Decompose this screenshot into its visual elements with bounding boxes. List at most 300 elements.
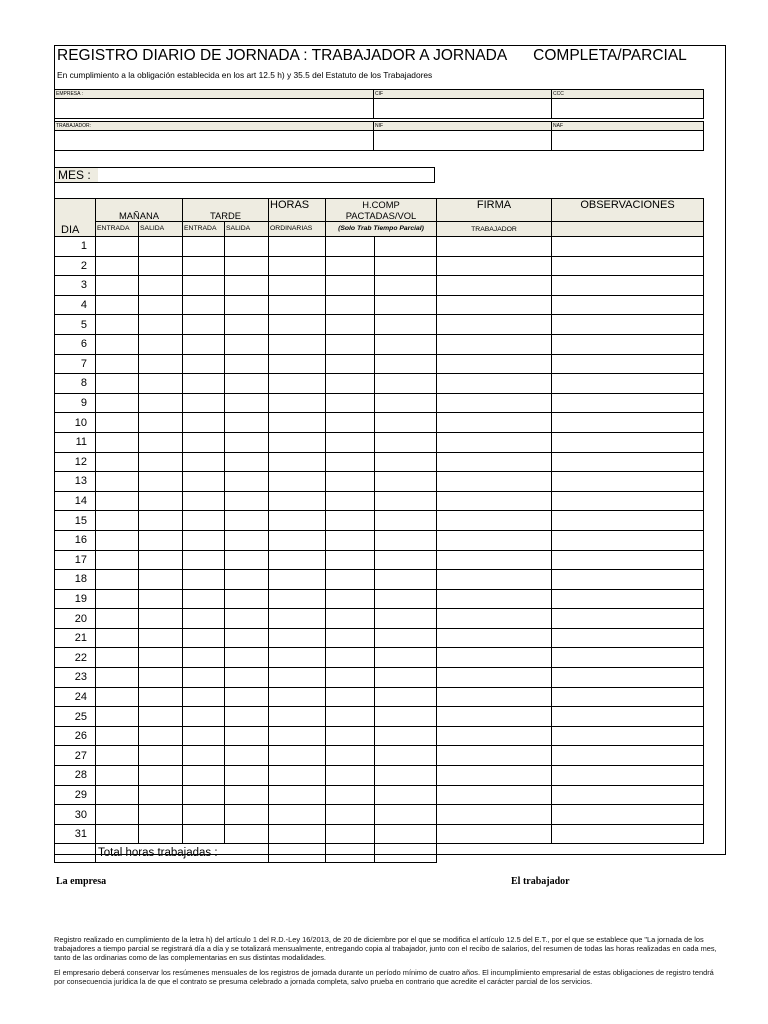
observaciones-cell[interactable] — [552, 648, 704, 668]
observaciones-cell[interactable] — [552, 256, 704, 276]
naf-field[interactable] — [552, 131, 704, 151]
hcomp-cell-2[interactable] — [375, 276, 437, 296]
hcomp-cell-2[interactable] — [375, 472, 437, 492]
manana-salida-cell[interactable] — [139, 374, 183, 394]
hcomp-cell-1[interactable] — [326, 256, 375, 276]
firma-cell[interactable] — [437, 315, 552, 335]
tarde-entrada-cell[interactable] — [183, 824, 225, 844]
tarde-entrada-cell[interactable] — [183, 354, 225, 374]
tarde-salida-cell[interactable] — [225, 805, 269, 825]
observaciones-cell[interactable] — [552, 393, 704, 413]
tarde-salida-cell[interactable] — [225, 334, 269, 354]
firma-cell[interactable] — [437, 570, 552, 590]
manana-entrada-cell[interactable] — [96, 530, 139, 550]
firma-cell[interactable] — [437, 237, 552, 257]
hcomp-cell-2[interactable] — [375, 609, 437, 629]
tarde-entrada-cell[interactable] — [183, 589, 225, 609]
firma-cell[interactable] — [437, 609, 552, 629]
horas-cell[interactable] — [269, 589, 326, 609]
horas-cell[interactable] — [269, 472, 326, 492]
tarde-salida-cell[interactable] — [225, 256, 269, 276]
horas-cell[interactable] — [269, 491, 326, 511]
firma-cell[interactable] — [437, 432, 552, 452]
hcomp-cell-2[interactable] — [375, 628, 437, 648]
horas-cell[interactable] — [269, 726, 326, 746]
tarde-entrada-cell[interactable] — [183, 726, 225, 746]
firma-cell[interactable] — [437, 472, 552, 492]
manana-entrada-cell[interactable] — [96, 550, 139, 570]
horas-cell[interactable] — [269, 628, 326, 648]
hcomp-cell-1[interactable] — [326, 609, 375, 629]
hcomp-cell-1[interactable] — [326, 374, 375, 394]
manana-entrada-cell[interactable] — [96, 785, 139, 805]
hcomp-cell-2[interactable] — [375, 785, 437, 805]
hcomp-cell-2[interactable] — [375, 570, 437, 590]
tarde-salida-cell[interactable] — [225, 687, 269, 707]
hcomp-cell-1[interactable] — [326, 707, 375, 727]
manana-entrada-cell[interactable] — [96, 726, 139, 746]
tarde-entrada-cell[interactable] — [183, 668, 225, 688]
hcomp-cell-2[interactable] — [375, 374, 437, 394]
hcomp-cell-2[interactable] — [375, 452, 437, 472]
manana-salida-cell[interactable] — [139, 354, 183, 374]
tarde-salida-cell[interactable] — [225, 668, 269, 688]
hcomp-cell-2[interactable] — [375, 315, 437, 335]
tarde-entrada-cell[interactable] — [183, 746, 225, 766]
manana-salida-cell[interactable] — [139, 491, 183, 511]
tarde-salida-cell[interactable] — [225, 237, 269, 257]
manana-entrada-cell[interactable] — [96, 648, 139, 668]
manana-salida-cell[interactable] — [139, 609, 183, 629]
observaciones-cell[interactable] — [552, 726, 704, 746]
hcomp-cell-2[interactable] — [375, 805, 437, 825]
hcomp-cell-2[interactable] — [375, 432, 437, 452]
tarde-salida-cell[interactable] — [225, 315, 269, 335]
firma-cell[interactable] — [437, 452, 552, 472]
observaciones-cell[interactable] — [552, 628, 704, 648]
manana-salida-cell[interactable] — [139, 570, 183, 590]
observaciones-cell[interactable] — [552, 295, 704, 315]
hcomp-cell-2[interactable] — [375, 707, 437, 727]
manana-entrada-cell[interactable] — [96, 374, 139, 394]
manana-salida-cell[interactable] — [139, 432, 183, 452]
firma-cell[interactable] — [437, 530, 552, 550]
hcomp-cell-1[interactable] — [326, 785, 375, 805]
observaciones-cell[interactable] — [552, 570, 704, 590]
hcomp-cell-2[interactable] — [375, 511, 437, 531]
manana-entrada-cell[interactable] — [96, 295, 139, 315]
manana-entrada-cell[interactable] — [96, 589, 139, 609]
observaciones-cell[interactable] — [552, 334, 704, 354]
trabajador-field[interactable] — [55, 131, 374, 151]
horas-cell[interactable] — [269, 237, 326, 257]
observaciones-cell[interactable] — [552, 472, 704, 492]
empresa-field[interactable] — [55, 99, 374, 119]
horas-cell[interactable] — [269, 276, 326, 296]
tarde-entrada-cell[interactable] — [183, 276, 225, 296]
manana-entrada-cell[interactable] — [96, 237, 139, 257]
manana-salida-cell[interactable] — [139, 237, 183, 257]
horas-cell[interactable] — [269, 374, 326, 394]
firma-cell[interactable] — [437, 256, 552, 276]
hcomp-cell-2[interactable] — [375, 766, 437, 786]
tarde-entrada-cell[interactable] — [183, 805, 225, 825]
manana-entrada-cell[interactable] — [96, 432, 139, 452]
hcomp-cell-2[interactable] — [375, 589, 437, 609]
day-row — [55, 824, 704, 844]
total-hcomp-cell-1[interactable] — [326, 844, 375, 863]
manana-salida-cell[interactable] — [139, 550, 183, 570]
tarde-entrada-cell[interactable] — [183, 237, 225, 257]
firma-cell[interactable] — [437, 766, 552, 786]
observaciones-cell[interactable] — [552, 766, 704, 786]
hcomp-cell-1[interactable] — [326, 511, 375, 531]
horas-cell[interactable] — [269, 452, 326, 472]
horas-cell[interactable] — [269, 648, 326, 668]
firma-cell[interactable] — [437, 589, 552, 609]
observaciones-cell[interactable] — [552, 276, 704, 296]
nif-field[interactable] — [374, 131, 552, 151]
manana-entrada-cell[interactable] — [96, 511, 139, 531]
horas-cell[interactable] — [269, 393, 326, 413]
tarde-salida-cell[interactable] — [225, 785, 269, 805]
tarde-entrada-cell[interactable] — [183, 707, 225, 727]
manana-entrada-cell[interactable] — [96, 805, 139, 825]
manana-salida-cell[interactable] — [139, 530, 183, 550]
observaciones-cell[interactable] — [552, 609, 704, 629]
mes-field[interactable] — [54, 167, 435, 183]
firma-cell[interactable] — [437, 334, 552, 354]
horas-cell[interactable] — [269, 354, 326, 374]
horas-cell[interactable] — [269, 824, 326, 844]
manana-entrada-cell[interactable] — [96, 707, 139, 727]
observaciones-cell[interactable] — [552, 785, 704, 805]
hcomp-cell-1[interactable] — [326, 315, 375, 335]
tarde-entrada-cell[interactable] — [183, 687, 225, 707]
horas-cell[interactable] — [269, 668, 326, 688]
firma-cell[interactable] — [437, 785, 552, 805]
tarde-salida-cell[interactable] — [225, 648, 269, 668]
observaciones-cell[interactable] — [552, 315, 704, 335]
tarde-entrada-cell[interactable] — [183, 256, 225, 276]
manana-salida-cell[interactable] — [139, 393, 183, 413]
manana-salida-cell[interactable] — [139, 628, 183, 648]
manana-entrada-cell[interactable] — [96, 570, 139, 590]
tarde-salida-cell[interactable] — [225, 570, 269, 590]
hcomp-cell-2[interactable] — [375, 746, 437, 766]
tarde-salida-cell[interactable] — [225, 589, 269, 609]
hcomp-cell-2[interactable] — [375, 824, 437, 844]
hcomp-cell-1[interactable] — [326, 491, 375, 511]
firma-cell[interactable] — [437, 707, 552, 727]
manana-salida-cell[interactable] — [139, 256, 183, 276]
firma-cell[interactable] — [437, 511, 552, 531]
tarde-salida-cell[interactable] — [225, 511, 269, 531]
manana-salida-cell[interactable] — [139, 648, 183, 668]
tarde-salida-cell[interactable] — [225, 472, 269, 492]
firma-cell[interactable] — [437, 354, 552, 374]
tarde-entrada-cell[interactable] — [183, 785, 225, 805]
observaciones-cell[interactable] — [552, 550, 704, 570]
observaciones-cell[interactable] — [552, 687, 704, 707]
tarde-salida-cell[interactable] — [225, 746, 269, 766]
tarde-entrada-cell[interactable] — [183, 374, 225, 394]
tarde-entrada-cell[interactable] — [183, 570, 225, 590]
tarde-entrada-cell[interactable] — [183, 648, 225, 668]
horas-cell[interactable] — [269, 550, 326, 570]
hcomp-cell-2[interactable] — [375, 295, 437, 315]
tarde-entrada-cell[interactable] — [183, 432, 225, 452]
hcomp-cell-1[interactable] — [326, 589, 375, 609]
manana-entrada-cell[interactable] — [96, 609, 139, 629]
manana-salida-cell[interactable] — [139, 824, 183, 844]
manana-salida-cell[interactable] — [139, 589, 183, 609]
tarde-salida-cell[interactable] — [225, 726, 269, 746]
day-number: 3 — [55, 276, 96, 296]
observaciones-cell[interactable] — [552, 707, 704, 727]
hcomp-cell-1[interactable] — [326, 432, 375, 452]
hcomp-cell-2[interactable] — [375, 687, 437, 707]
firma-cell[interactable] — [437, 491, 552, 511]
tarde-salida-cell[interactable] — [225, 393, 269, 413]
hcomp-cell-2[interactable] — [375, 354, 437, 374]
horas-cell[interactable] — [269, 432, 326, 452]
horas-cell[interactable] — [269, 570, 326, 590]
tarde-salida-cell[interactable] — [225, 530, 269, 550]
hcomp-cell-2[interactable] — [375, 256, 437, 276]
manana-entrada-cell[interactable] — [96, 413, 139, 433]
tarde-entrada-cell[interactable] — [183, 413, 225, 433]
hcomp-cell-2[interactable] — [375, 334, 437, 354]
manana-salida-cell[interactable] — [139, 707, 183, 727]
tarde-salida-cell[interactable] — [225, 354, 269, 374]
horas-cell[interactable] — [269, 785, 326, 805]
tarde-entrada-cell[interactable] — [183, 491, 225, 511]
firma-cell[interactable] — [437, 805, 552, 825]
manana-entrada-cell[interactable] — [96, 472, 139, 492]
manana-entrada-cell[interactable] — [96, 393, 139, 413]
manana-entrada-cell[interactable] — [96, 687, 139, 707]
hcomp-cell-1[interactable] — [326, 746, 375, 766]
total-hcomp-cell-2[interactable] — [375, 844, 437, 863]
horas-cell[interactable] — [269, 805, 326, 825]
tarde-entrada-cell[interactable] — [183, 452, 225, 472]
observaciones-cell[interactable] — [552, 413, 704, 433]
day-row — [55, 276, 704, 296]
tarde-salida-cell[interactable] — [225, 374, 269, 394]
hcomp-cell-1[interactable] — [326, 413, 375, 433]
horas-cell[interactable] — [269, 687, 326, 707]
tarde-salida-cell[interactable] — [225, 628, 269, 648]
hcomp-cell-1[interactable] — [326, 668, 375, 688]
hcomp-cell-1[interactable] — [326, 687, 375, 707]
day-number: 7 — [55, 354, 96, 374]
tarde-entrada-cell[interactable] — [183, 530, 225, 550]
hcomp-cell-1[interactable] — [326, 726, 375, 746]
firma-cell[interactable] — [437, 668, 552, 688]
hcomp-cell-1[interactable] — [326, 824, 375, 844]
horas-cell[interactable] — [269, 766, 326, 786]
tarde-salida-cell[interactable] — [225, 609, 269, 629]
hcomp-cell-1[interactable] — [326, 354, 375, 374]
firma-cell[interactable] — [437, 628, 552, 648]
manana-salida-cell[interactable] — [139, 805, 183, 825]
manana-salida-cell[interactable] — [139, 726, 183, 746]
manana-entrada-cell[interactable] — [96, 452, 139, 472]
horas-cell[interactable] — [269, 609, 326, 629]
manana-salida-cell[interactable] — [139, 334, 183, 354]
firma-cell[interactable] — [437, 824, 552, 844]
total-horas-cell[interactable] — [269, 844, 326, 863]
tarde-entrada-cell[interactable] — [183, 393, 225, 413]
tarde-entrada-cell[interactable] — [183, 511, 225, 531]
horas-cell[interactable] — [269, 746, 326, 766]
horas-cell[interactable] — [269, 530, 326, 550]
manana-entrada-cell[interactable] — [96, 766, 139, 786]
hcomp-cell-1[interactable] — [326, 530, 375, 550]
manana-salida-cell[interactable] — [139, 315, 183, 335]
manana-entrada-cell[interactable] — [96, 491, 139, 511]
tarde-entrada-cell[interactable] — [183, 472, 225, 492]
manana-salida-cell[interactable] — [139, 687, 183, 707]
tarde-salida-cell[interactable] — [225, 707, 269, 727]
hcomp-cell-2[interactable] — [375, 648, 437, 668]
manana-salida-cell[interactable] — [139, 413, 183, 433]
manana-entrada-cell[interactable] — [96, 276, 139, 296]
cif-field[interactable] — [374, 99, 552, 119]
tarde-entrada-cell[interactable] — [183, 295, 225, 315]
manana-entrada-cell[interactable] — [96, 256, 139, 276]
observaciones-cell[interactable] — [552, 511, 704, 531]
day-row — [55, 687, 704, 707]
observaciones-cell[interactable] — [552, 668, 704, 688]
firma-cell[interactable] — [437, 550, 552, 570]
observaciones-cell[interactable] — [552, 824, 704, 844]
manana-salida-cell[interactable] — [139, 785, 183, 805]
firma-cell[interactable] — [437, 687, 552, 707]
manana-entrada-cell[interactable] — [96, 315, 139, 335]
tarde-salida-cell[interactable] — [225, 432, 269, 452]
firma-cell[interactable] — [437, 413, 552, 433]
firma-cell[interactable] — [437, 746, 552, 766]
firma-cell[interactable] — [437, 393, 552, 413]
manana-entrada-cell[interactable] — [96, 354, 139, 374]
manana-entrada-cell[interactable] — [96, 746, 139, 766]
firma-cell[interactable] — [437, 726, 552, 746]
manana-entrada-cell[interactable] — [96, 628, 139, 648]
hcomp-cell-1[interactable] — [326, 237, 375, 257]
hcomp-cell-2[interactable] — [375, 726, 437, 746]
manana-salida-cell[interactable] — [139, 276, 183, 296]
horas-cell[interactable] — [269, 707, 326, 727]
tarde-entrada-cell[interactable] — [183, 315, 225, 335]
observaciones-cell[interactable] — [552, 374, 704, 394]
day-number: 10 — [55, 413, 96, 433]
day-row — [55, 237, 704, 257]
hcomp-cell-1[interactable] — [326, 570, 375, 590]
observaciones-cell[interactable] — [552, 432, 704, 452]
manana-salida-cell[interactable] — [139, 746, 183, 766]
observaciones-cell[interactable] — [552, 589, 704, 609]
manana-salida-cell[interactable] — [139, 472, 183, 492]
observaciones-cell[interactable] — [552, 805, 704, 825]
manana-salida-cell[interactable] — [139, 668, 183, 688]
horas-cell[interactable] — [269, 413, 326, 433]
hcomp-cell-2[interactable] — [375, 668, 437, 688]
tarde-salida-cell[interactable] — [225, 550, 269, 570]
tarde-salida-cell[interactable] — [225, 413, 269, 433]
firma-cell[interactable] — [437, 295, 552, 315]
manana-salida-cell[interactable] — [139, 766, 183, 786]
hcomp-cell-1[interactable] — [326, 805, 375, 825]
title-suffix: COMPLETA/PARCIAL — [533, 47, 687, 64]
hcomp-cell-1[interactable] — [326, 648, 375, 668]
tarde-entrada-cell[interactable] — [183, 766, 225, 786]
tarde-salida-cell[interactable] — [225, 491, 269, 511]
tarde-salida-cell[interactable] — [225, 766, 269, 786]
hcomp-cell-1[interactable] — [326, 295, 375, 315]
tarde-entrada-cell[interactable] — [183, 628, 225, 648]
hcomp-cell-1[interactable] — [326, 766, 375, 786]
manana-salida-cell[interactable] — [139, 295, 183, 315]
tarde-entrada-cell[interactable] — [183, 550, 225, 570]
hcomp-cell-1[interactable] — [326, 550, 375, 570]
observaciones-cell[interactable] — [552, 491, 704, 511]
manana-entrada-cell[interactable] — [96, 824, 139, 844]
ccc-field[interactable] — [552, 99, 704, 119]
firma-cell[interactable] — [437, 648, 552, 668]
manana-entrada-cell[interactable] — [96, 668, 139, 688]
hcomp-cell-2[interactable] — [375, 491, 437, 511]
horas-cell[interactable] — [269, 334, 326, 354]
tarde-entrada-cell[interactable] — [183, 609, 225, 629]
tarde-salida-header: SALIDA — [225, 222, 269, 237]
hcomp-cell-1[interactable] — [326, 472, 375, 492]
hcomp-cell-2[interactable] — [375, 237, 437, 257]
observaciones-cell[interactable] — [552, 530, 704, 550]
hcomp-cell-2[interactable] — [375, 393, 437, 413]
firma-cell[interactable] — [437, 374, 552, 394]
tarde-salida-cell[interactable] — [225, 295, 269, 315]
horas-cell[interactable] — [269, 315, 326, 335]
observaciones-cell[interactable] — [552, 452, 704, 472]
tarde-salida-cell[interactable] — [225, 824, 269, 844]
observaciones-cell[interactable] — [552, 237, 704, 257]
manana-salida-cell[interactable] — [139, 452, 183, 472]
observaciones-cell[interactable] — [552, 746, 704, 766]
hcomp-cell-1[interactable] — [326, 393, 375, 413]
firma-cell[interactable] — [437, 276, 552, 296]
hcomp-cell-2[interactable] — [375, 550, 437, 570]
horas-cell[interactable] — [269, 295, 326, 315]
horas-cell[interactable] — [269, 511, 326, 531]
tarde-salida-cell[interactable] — [225, 276, 269, 296]
day-row — [55, 628, 704, 648]
hcomp-cell-2[interactable] — [375, 530, 437, 550]
manana-entrada-cell[interactable] — [96, 334, 139, 354]
hcomp-cell-1[interactable] — [326, 628, 375, 648]
hcomp-cell-2[interactable] — [375, 413, 437, 433]
manana-salida-cell[interactable] — [139, 511, 183, 531]
horas-cell[interactable] — [269, 256, 326, 276]
tarde-entrada-cell[interactable] — [183, 334, 225, 354]
hcomp-cell-1[interactable] — [326, 276, 375, 296]
page-title — [57, 47, 687, 65]
hcomp-cell-1[interactable] — [326, 334, 375, 354]
observaciones-cell[interactable] — [552, 354, 704, 374]
tarde-salida-cell[interactable] — [225, 452, 269, 472]
hcomp-cell-1[interactable] — [326, 452, 375, 472]
